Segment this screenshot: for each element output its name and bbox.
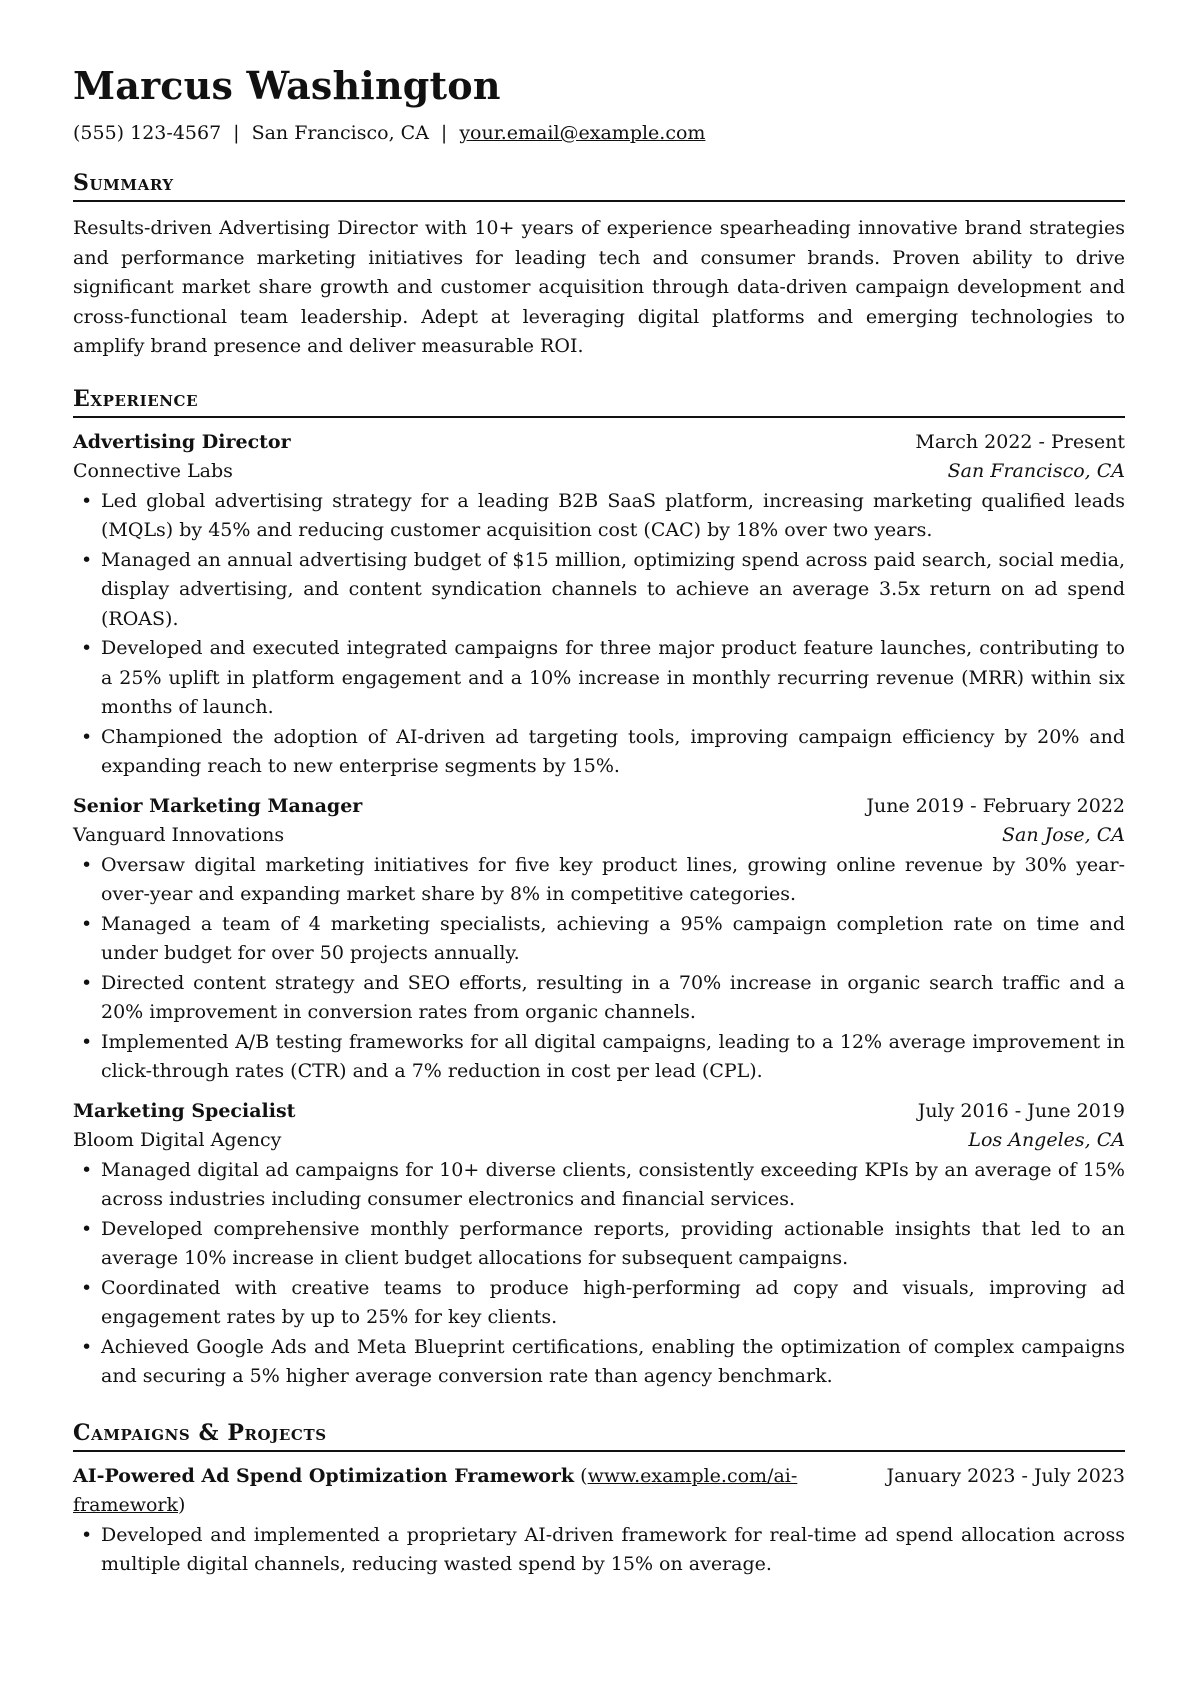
summary-text: Results-driven Advertising Director with 10+ years of experience spearheading innovative brand strategies and performance marketing initiatives for leading tech and consumer brands. Proven ability to drive significant market share growth and customer acquisition through data-driven campaign development and cross-functional team leadership. Adept at leveraging digital platforms and emerging technologies to amplify brand presence and deliver measurable ROI. bbox=[73, 217, 1125, 357]
job-role: Marketing Specialist bbox=[73, 1099, 296, 1122]
bullet-item: • Directed content strategy and SEO efforts, resulting in a 70% increase in organic search traffic and a 20% improvement in conversion rates from organic channels. bbox=[73, 969, 1125, 1028]
job-company: Connective Labs bbox=[73, 460, 233, 482]
job-role: Advertising Director bbox=[73, 430, 291, 453]
job-subheader bbox=[73, 457, 1125, 487]
project-dates: January 2023 - July 2023 bbox=[886, 1464, 1125, 1487]
project-link[interactable]: www.example.com/ai-framework bbox=[73, 1464, 798, 1516]
job-location: San Jose, CA bbox=[1001, 824, 1125, 846]
job-subheader bbox=[73, 1126, 1125, 1156]
bullet-item: • Coordinated with creative teams to produce high-performing ad copy and visuals, improving ad engagement rates by up to 25% for key clients. bbox=[73, 1274, 1125, 1333]
project-entry bbox=[73, 1462, 1125, 1580]
candidate-name: Marcus Washington bbox=[73, 63, 501, 108]
job-location: Los Angeles, CA bbox=[968, 1129, 1125, 1151]
bullet-item: • Oversaw digital marketing initiatives for five key product lines, growing online revenue by 30% year-over-year and expanding market share by 8% in competitive categories. bbox=[73, 851, 1125, 910]
job-entry bbox=[73, 792, 1125, 1087]
job-header bbox=[73, 792, 1125, 822]
email-link[interactable]: your.email@example.com bbox=[459, 122, 706, 144]
project-header bbox=[73, 1462, 1125, 1521]
job-location: San Francisco, CA bbox=[947, 460, 1125, 482]
job-bullets bbox=[73, 487, 1125, 782]
projects-heading: Campaigns & Projects bbox=[73, 1418, 1125, 1452]
contact-separator: | bbox=[233, 122, 240, 144]
bullet-item: • Managed digital ad campaigns for 10+ diverse clients, consistently exceeding KPIs by an average of 15% across industries including consumer electronics and financial services. bbox=[73, 1156, 1125, 1215]
job-bullets bbox=[73, 851, 1125, 1087]
contact-line bbox=[73, 120, 1125, 146]
contact-location: San Francisco, CA bbox=[251, 122, 429, 144]
job-header bbox=[73, 1097, 1125, 1127]
job-entry bbox=[73, 1097, 1125, 1392]
bullet-item: • Led global advertising strategy for a leading B2B SaaS platform, increasing marketing qualified leads (MQLs) by 45% and reducing customer acquisition cost (CAC) by 18% over two years. bbox=[73, 487, 1125, 546]
job-bullets bbox=[73, 1156, 1125, 1392]
bullet-item: • Developed and implemented a proprietary AI-driven framework for real-time ad spend allocation across multiple digital channels, reducing wasted spend by 15% on average. bbox=[73, 1521, 1125, 1580]
bullet-item: • Developed comprehensive monthly performance reports, providing actionable insights that led to an average 10% increase in client budget allocations for subsequent campaigns. bbox=[73, 1215, 1125, 1274]
phone-number: (555) 123-4567 bbox=[73, 122, 222, 144]
job-dates: March 2022 - Present bbox=[915, 430, 1125, 453]
job-company: Vanguard Innovations bbox=[73, 824, 285, 846]
job-company: Bloom Digital Agency bbox=[73, 1129, 282, 1151]
project-link-paren: ) bbox=[178, 1494, 186, 1516]
project-name: AI-Powered Ad Spend Optimization Framework bbox=[73, 1464, 575, 1487]
bullet-item: • Championed the adoption of AI-driven ad targeting tools, improving campaign efficiency by 20% and expanding reach to new enterprise segments by 15%. bbox=[73, 723, 1125, 782]
job-role: Senior Marketing Manager bbox=[73, 794, 363, 817]
project-link-paren: ( bbox=[580, 1464, 588, 1487]
job-header bbox=[73, 428, 1125, 458]
bullet-item: • Managed an annual advertising budget of $15 million, optimizing spend across paid search, social media, display advertising, and content syndication channels to achieve an average 3.5x return on ad spend (ROAS). bbox=[73, 546, 1125, 635]
job-entry bbox=[73, 428, 1125, 782]
bullet-item: • Developed and executed integrated campaigns for three major product feature launches, contributing to a 25% uplift in platform engagement and a 10% increase in monthly recurring revenue (MRR) within six months of launch. bbox=[73, 634, 1125, 723]
job-subheader bbox=[73, 821, 1125, 851]
job-dates: July 2016 - June 2019 bbox=[917, 1099, 1125, 1122]
experience-heading: Experience bbox=[73, 384, 1125, 418]
contact-separator: | bbox=[440, 122, 448, 144]
resume-content bbox=[73, 62, 1125, 1580]
bullet-item: • Implemented A/B testing frameworks for all digital campaigns, leading to a 12% average improvement in click-through rates (CTR) and a 7% reduction in cost per lead (CPL). bbox=[73, 1028, 1125, 1087]
bullet-item: • Achieved Google Ads and Meta Blueprint certifications, enabling the optimization of complex campaigns and securing a 5% higher average conversion rate than agency benchmark. bbox=[73, 1333, 1125, 1392]
project-bullets bbox=[73, 1521, 1125, 1580]
summary-heading: Summary bbox=[73, 168, 1125, 202]
job-dates: June 2019 - February 2022 bbox=[866, 794, 1125, 817]
bullet-item: • Managed a team of 4 marketing specialists, achieving a 95% campaign completion rate on time and under budget for over 50 projects annually. bbox=[73, 910, 1125, 969]
